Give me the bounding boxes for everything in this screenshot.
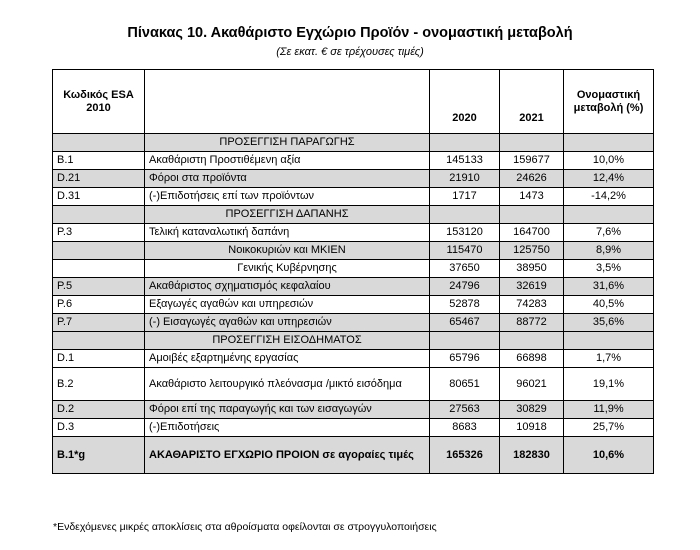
row-code: D.1 [53, 350, 145, 368]
total-change: 10,6% [564, 437, 654, 474]
row-description: Τελική καταναλωτική δαπάνη [145, 224, 430, 242]
row-value-2021: 32619 [500, 278, 564, 296]
row-code [53, 242, 145, 260]
header-year-2020: 2020 [430, 70, 500, 134]
row-change: -14,2% [564, 188, 654, 206]
row-value-2020: 8683 [430, 419, 500, 437]
row-value-2021: 1473 [500, 188, 564, 206]
total-value-2021: 182830 [500, 437, 564, 474]
row-value-2020: 21910 [430, 170, 500, 188]
row-change: 3,5% [564, 260, 654, 278]
row-code: P.7 [53, 314, 145, 332]
row-change: 19,1% [564, 368, 654, 401]
table-row [53, 401, 654, 419]
row-value-2020: 24796 [430, 278, 500, 296]
row-code: B.1 [53, 152, 145, 170]
row-value-2020: 153120 [430, 224, 500, 242]
row-value-2021: 10918 [500, 419, 564, 437]
total-code: B.1*g [53, 437, 145, 474]
row-value-2021: 74283 [500, 296, 564, 314]
row-code: D.31 [53, 188, 145, 206]
total-description: ΑΚΑΘΑΡΙΣΤΟ ΕΓΧΩΡΙΟ ΠΡΟΙΟΝ σε αγοραίες τιμές [145, 437, 430, 474]
row-description: Νοικοκυριών και ΜΚΙΕΝ [145, 242, 430, 260]
row-value-2021: 96021 [500, 368, 564, 401]
row-code: D.3 [53, 419, 145, 437]
row-change: 11,9% [564, 401, 654, 419]
row-value-2020: 52878 [430, 296, 500, 314]
row-value-2021: 164700 [500, 224, 564, 242]
row-code [53, 260, 145, 278]
row-value-2021: 159677 [500, 152, 564, 170]
row-description: Γενικής Κυβέρνησης [145, 260, 430, 278]
row-code: D.21 [53, 170, 145, 188]
table-row [53, 296, 654, 314]
section-label: ΠΡΟΣΕΓΓΙΣΗ ΠΑΡΑΓΩΓΗΣ [145, 134, 430, 152]
row-description: Ακαθάριστος σχηματισμός κεφαλαίου [145, 278, 430, 296]
row-change: 7,6% [564, 224, 654, 242]
section-row-income [53, 332, 654, 350]
row-value-2021: 24626 [500, 170, 564, 188]
row-change: 40,5% [564, 296, 654, 314]
total-value-2020: 165326 [430, 437, 500, 474]
row-description: Ακαθάριστο λειτουργικό πλεόνασμα /μικτό εισόδημα [145, 368, 430, 401]
row-value-2020: 115470 [430, 242, 500, 260]
gdp-table [52, 69, 654, 474]
table-row [53, 419, 654, 437]
row-value-2020: 1717 [430, 188, 500, 206]
table-row [53, 260, 654, 278]
footnote: *Ενδεχόμενες μικρές αποκλίσεις στα αθροίσματα οφείλονται σε στρογγυλοποιήσεις [53, 521, 437, 533]
table-row [53, 314, 654, 332]
row-change: 12,4% [564, 170, 654, 188]
table-row [53, 368, 654, 401]
table-row [53, 350, 654, 368]
row-code: B.2 [53, 368, 145, 401]
row-value-2021: 125750 [500, 242, 564, 260]
row-change: 31,6% [564, 278, 654, 296]
section-row-expenditure [53, 206, 654, 224]
row-value-2021: 88772 [500, 314, 564, 332]
row-value-2020: 27563 [430, 401, 500, 419]
table-row [53, 278, 654, 296]
table-row [53, 188, 654, 206]
row-change: 8,9% [564, 242, 654, 260]
row-code: P.3 [53, 224, 145, 242]
section-label: ΠΡΟΣΕΓΓΙΣΗ ΕΙΣΟΔΗΜΑΤΟΣ [145, 332, 430, 350]
row-code: P.6 [53, 296, 145, 314]
row-description: Ακαθάριστη Προστιθέμενη αξία [145, 152, 430, 170]
row-code: P.5 [53, 278, 145, 296]
page-title: Πίνακας 10. Ακαθάριστο Εγχώριο Προϊόν - ονομαστική μεταβολή [127, 25, 573, 41]
header-description [145, 70, 430, 134]
row-value-2021: 30829 [500, 401, 564, 419]
header-code: Κωδικός ESA 2010 [53, 70, 145, 134]
row-value-2021: 38950 [500, 260, 564, 278]
row-description: Φόροι επί της παραγωγής και των εισαγωγών [145, 401, 430, 419]
section-row-production [53, 134, 654, 152]
header-change: Ονομαστική μεταβολή (%) [564, 70, 654, 134]
row-value-2020: 80651 [430, 368, 500, 401]
row-description: Εξαγωγές αγαθών και υπηρεσιών [145, 296, 430, 314]
row-value-2020: 37650 [430, 260, 500, 278]
row-description: (-)Επιδοτήσεις επί των προϊόντων [145, 188, 430, 206]
table-row [53, 152, 654, 170]
table-row [53, 170, 654, 188]
row-change: 10,0% [564, 152, 654, 170]
row-description: (-) Εισαγωγές αγαθών και υπηρεσιών [145, 314, 430, 332]
row-value-2020: 65467 [430, 314, 500, 332]
total-row [53, 437, 654, 474]
row-change: 1,7% [564, 350, 654, 368]
table-row [53, 224, 654, 242]
header-year-2021: 2021 [500, 70, 564, 134]
row-change: 25,7% [564, 419, 654, 437]
row-value-2021: 66898 [500, 350, 564, 368]
row-description: (-)Επιδοτήσεις [145, 419, 430, 437]
row-description: Φόροι στα προϊόντα [145, 170, 430, 188]
row-code: D.2 [53, 401, 145, 419]
section-label: ΠΡΟΣΕΓΓΙΣΗ ΔΑΠΑΝΗΣ [145, 206, 430, 224]
row-change: 35,6% [564, 314, 654, 332]
row-value-2020: 65796 [430, 350, 500, 368]
table-row [53, 242, 654, 260]
table-header-row [53, 70, 654, 134]
page-subtitle: (Σε εκατ. € σε τρέχουσες τιμές) [276, 46, 424, 58]
row-value-2020: 145133 [430, 152, 500, 170]
row-description: Αμοιβές εξαρτημένης εργασίας [145, 350, 430, 368]
